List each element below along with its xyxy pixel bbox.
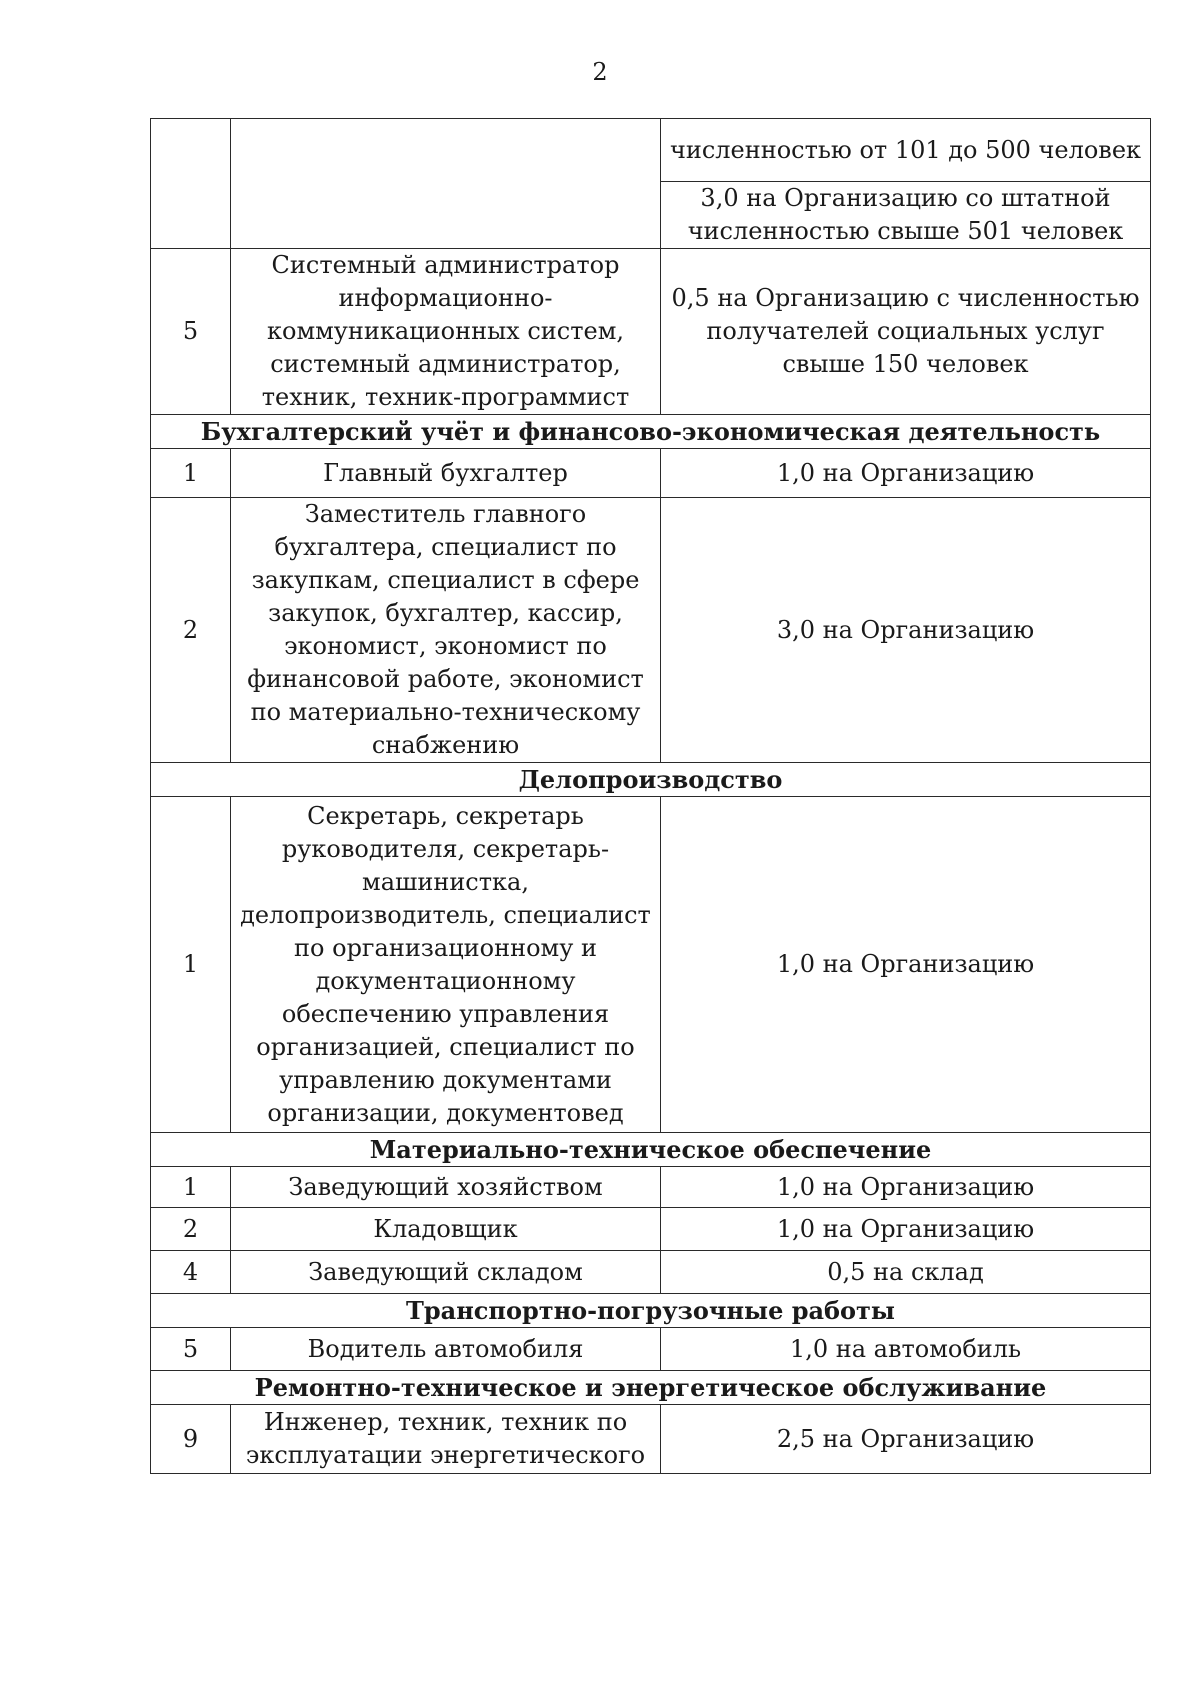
row-number-cell: 2 bbox=[151, 498, 231, 763]
row-number-cell: 5 bbox=[151, 1328, 231, 1371]
norm-cell: 3,0 на Организацию bbox=[661, 498, 1151, 763]
position-cell: Водитель автомобиля bbox=[231, 1328, 661, 1371]
row-number-cell bbox=[151, 119, 231, 249]
section-heading: Материально-техническое обеспечение bbox=[151, 1133, 1151, 1167]
section-row bbox=[151, 1371, 1151, 1405]
section-row bbox=[151, 1133, 1151, 1167]
norm-cell: 1,0 на Организацию bbox=[661, 449, 1151, 498]
staffing-norms-table bbox=[150, 118, 1151, 1474]
section-heading: Бухгалтерский учёт и финансово-экономическая деятельность bbox=[151, 415, 1151, 449]
section-row bbox=[151, 1294, 1151, 1328]
section-heading: Транспортно-погрузочные работы bbox=[151, 1294, 1151, 1328]
position-cell bbox=[231, 119, 661, 249]
norm-cell: 1,0 на Организацию bbox=[661, 1167, 1151, 1208]
section-row bbox=[151, 763, 1151, 797]
norm-cell: 1,0 на Организацию bbox=[661, 797, 1151, 1133]
row-number-cell: 1 bbox=[151, 1167, 231, 1208]
table-row bbox=[151, 449, 1151, 498]
norm-cell: 3,0 на Организацию со штатной численностью свыше 501 человек bbox=[661, 182, 1151, 249]
position-cell: Секретарь, секретарь руководителя, секретарь-машинистка, делопроизводитель, специалист по организационному и документационному обеспечению управления организацией, специалист по управлению документами организации, документовед bbox=[231, 797, 661, 1133]
section-heading: Ремонтно-техническое и энергетическое обслуживание bbox=[151, 1371, 1151, 1405]
row-number-cell: 5 bbox=[151, 249, 231, 415]
position-cell: Главный бухгалтер bbox=[231, 449, 661, 498]
norm-cell: 0,5 на Организацию с численностью получателей социальных услуг свыше 150 человек bbox=[661, 249, 1151, 415]
table-row bbox=[151, 1328, 1151, 1371]
norm-cell: 0,5 на склад bbox=[661, 1251, 1151, 1294]
norm-cell: 1,0 на Организацию bbox=[661, 1208, 1151, 1251]
row-number-cell: 9 bbox=[151, 1405, 231, 1474]
position-cell: Инженер, техник, техник по эксплуатации энергетического bbox=[231, 1405, 661, 1474]
section-heading: Делопроизводство bbox=[151, 763, 1151, 797]
row-number-cell: 2 bbox=[151, 1208, 231, 1251]
row-number-cell: 4 bbox=[151, 1251, 231, 1294]
row-number-cell: 1 bbox=[151, 449, 231, 498]
norm-cell: 1,0 на автомобиль bbox=[661, 1328, 1151, 1371]
table-row bbox=[151, 1405, 1151, 1474]
position-cell: Системный администратор информационно-коммуникационных систем, системный администратор, техник, техник-программист bbox=[231, 249, 661, 415]
table-row bbox=[151, 498, 1151, 763]
norm-cell: численностью от 101 до 500 человек bbox=[661, 119, 1151, 182]
norm-cell: 2,5 на Организацию bbox=[661, 1405, 1151, 1474]
table-row bbox=[151, 1167, 1151, 1208]
position-cell: Кладовщик bbox=[231, 1208, 661, 1251]
table-row bbox=[151, 119, 1151, 182]
table-row bbox=[151, 1208, 1151, 1251]
position-cell: Заведующий хозяйством bbox=[231, 1167, 661, 1208]
position-cell: Заведующий складом bbox=[231, 1251, 661, 1294]
position-cell: Заместитель главного бухгалтера, специалист по закупкам, специалист в сфере закупок, бухгалтер, кассир, экономист, экономист по финансовой работе, экономист по материально-техническому снабжению bbox=[231, 498, 661, 763]
table-row bbox=[151, 249, 1151, 415]
table-row bbox=[151, 797, 1151, 1133]
page-number: 2 bbox=[592, 58, 608, 86]
table-row bbox=[151, 1251, 1151, 1294]
row-number-cell: 1 bbox=[151, 797, 231, 1133]
section-row bbox=[151, 415, 1151, 449]
